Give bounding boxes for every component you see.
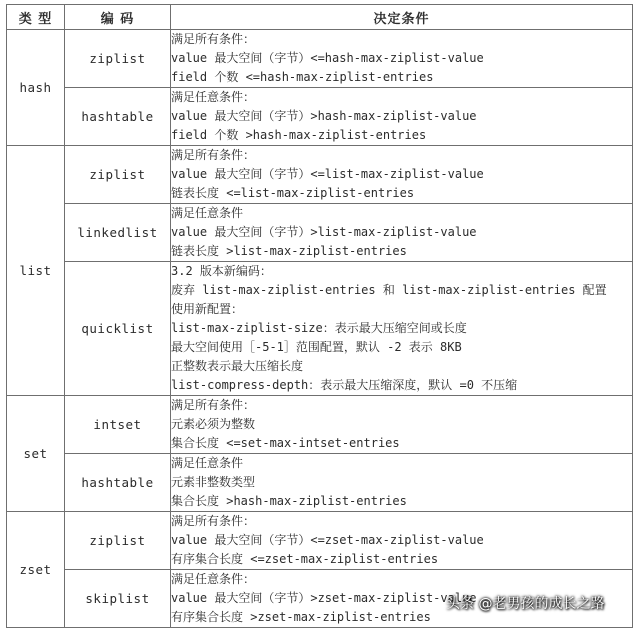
encoding-table	[6, 4, 633, 628]
condition-line: 满足任意条件：	[171, 90, 256, 104]
condition-line: 有序集合长度 >zset-max-ziplist-entries	[171, 610, 431, 624]
encoding-cell: hashtable	[65, 88, 171, 146]
header-encoding: 编 码	[65, 5, 171, 30]
table-row	[7, 512, 633, 570]
condition-cell	[171, 204, 633, 262]
table-row	[7, 262, 633, 396]
condition-line: 3.2 版本新编码：	[171, 264, 272, 278]
condition-line: 使用新配置：	[171, 302, 244, 316]
condition-line: 满足所有条件：	[171, 148, 256, 162]
table-row	[7, 204, 633, 262]
condition-line: 满足任意条件：	[171, 572, 256, 586]
encoding-cell: skiplist	[65, 570, 171, 628]
condition-line: 废弃 list-max-ziplist-entries 和 list-max-ziplist-entries 配置	[171, 283, 607, 297]
encoding-cell: ziplist	[65, 512, 171, 570]
condition-line: 集合长度 >hash-max-ziplist-entries	[171, 494, 407, 508]
condition-line: value 最大空间（字节）<=hash-max-ziplist-value	[171, 51, 484, 65]
encoding-cell: ziplist	[65, 30, 171, 88]
condition-line: 正整数表示最大压缩长度	[171, 359, 304, 373]
condition-line: value 最大空间（字节）>zset-max-ziplist-value	[171, 591, 477, 605]
table-row	[7, 146, 633, 204]
condition-line: field 个数 >hash-max-ziplist-entries	[171, 128, 427, 142]
table-row	[7, 396, 633, 454]
encoding-cell: linkedlist	[65, 204, 171, 262]
condition-line: value 最大空间（字节）<=zset-max-ziplist-value	[171, 533, 484, 547]
condition-line: 元素非整数类型	[171, 475, 256, 489]
condition-cell	[171, 512, 633, 570]
condition-line: value 最大空间（字节）<=list-max-ziplist-value	[171, 167, 484, 181]
header-row	[7, 5, 633, 30]
condition-line: 集合长度 <=set-max-intset-entries	[171, 436, 400, 450]
type-cell-list: list	[7, 146, 65, 396]
header-type: 类 型	[7, 5, 65, 30]
condition-line: 满足所有条件：	[171, 514, 256, 528]
condition-line: 最大空间使用［-5-1］范围配置，默认 -2 表示 8KB	[171, 340, 462, 354]
watermark-text: 头条 @老男孩的成长之路	[446, 596, 605, 612]
table-row	[7, 88, 633, 146]
encoding-cell: ziplist	[65, 146, 171, 204]
condition-line: value 最大空间（字节）>hash-max-ziplist-value	[171, 109, 477, 123]
encoding-cell: hashtable	[65, 454, 171, 512]
condition-line: 满足任意条件	[171, 206, 244, 220]
table-body	[7, 30, 633, 628]
condition-line: field 个数 <=hash-max-ziplist-entries	[171, 70, 434, 84]
condition-cell	[171, 146, 633, 204]
type-cell-set: set	[7, 396, 65, 512]
condition-line: list-compress-depth：表示最大压缩深度，默认 =0 不压缩	[171, 378, 518, 392]
encoding-cell: intset	[65, 396, 171, 454]
condition-cell	[171, 88, 633, 146]
table-row	[7, 454, 633, 512]
condition-line: 满足所有条件：	[171, 398, 256, 412]
condition-line: 满足任意条件	[171, 456, 244, 470]
condition-line: 链表长度 >list-max-ziplist-entries	[171, 244, 407, 258]
type-cell-zset: zset	[7, 512, 65, 628]
condition-cell	[171, 262, 633, 396]
type-cell-hash: hash	[7, 30, 65, 146]
condition-cell	[171, 454, 633, 512]
condition-line: 元素必须为整数	[171, 417, 256, 431]
condition-line: 有序集合长度 <=zset-max-ziplist-entries	[171, 552, 439, 566]
condition-line: 满足所有条件：	[171, 32, 256, 46]
header-condition: 决定条件	[171, 5, 633, 30]
condition-line: value 最大空间（字节）>list-max-ziplist-value	[171, 225, 477, 239]
condition-cell	[171, 396, 633, 454]
table-row	[7, 30, 633, 88]
encoding-cell: quicklist	[65, 262, 171, 396]
condition-line: 链表长度 <=list-max-ziplist-entries	[171, 186, 415, 200]
condition-line: list-max-ziplist-size：表示最大压缩空间或长度	[171, 321, 467, 335]
condition-cell	[171, 30, 633, 88]
